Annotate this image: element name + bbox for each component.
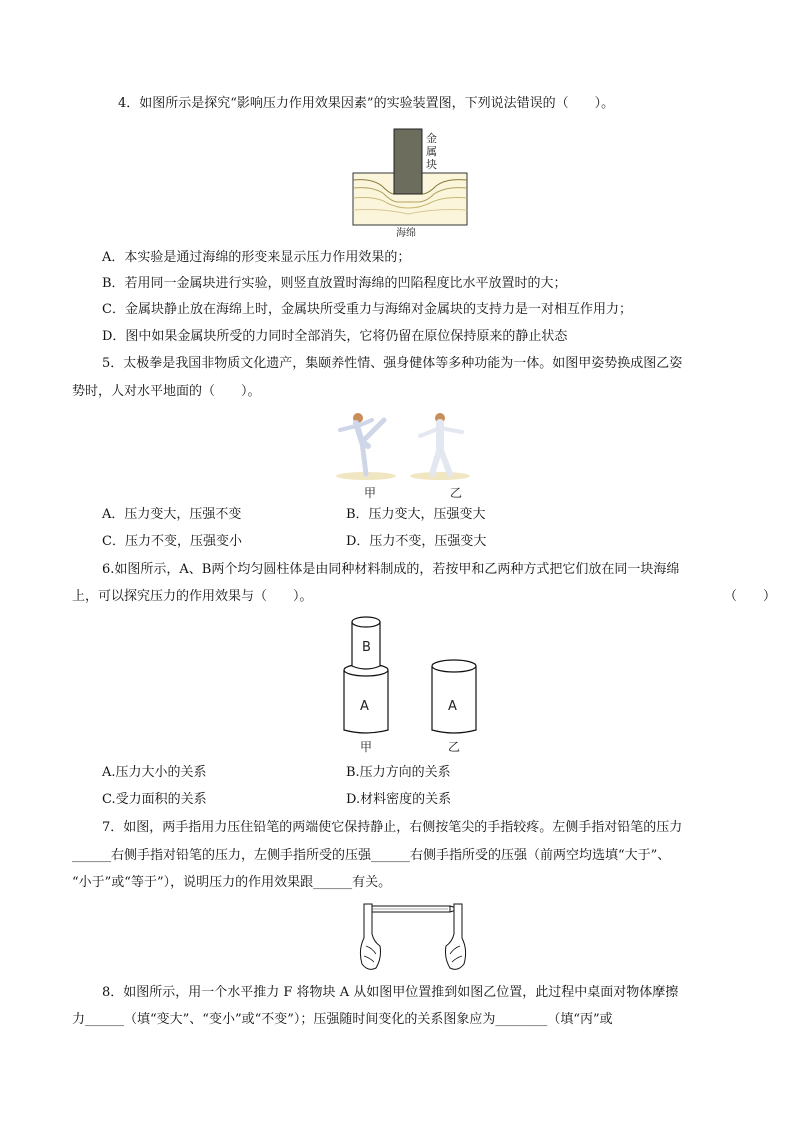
q4-option-b: B．若用同一金属块进行实验，则竖直放置时海绵的凹陷程度比水平放置时的大； — [102, 276, 567, 291]
q4-stem: 4．如图所示是探究“影响压力作用效果因素”的实验装置图，下列说法错误的（ ）。 — [118, 96, 615, 111]
q5-option-c: C．压力不变，压强变小 — [102, 534, 242, 549]
q6-cylinder-a-label-yi: A — [448, 699, 457, 714]
q6-option-a: A.压力大小的关系 — [102, 765, 207, 780]
q7-figure — [352, 898, 472, 974]
q5-label-jia: 甲 — [364, 486, 377, 500]
q7-line2: ______右侧手指对铅笔的压力，左侧手指所受的压强______右侧手指所受的压强（前两空均选填“大于”、 — [72, 848, 671, 863]
q6-answer-bracket: （ ） — [724, 589, 777, 604]
q4-figure — [352, 128, 472, 239]
q5-stem-line2: 势时，人对水平地面的（ ）。 — [72, 384, 261, 399]
q4-block-label: 金属块 — [426, 132, 437, 171]
q7-line3: “小于”或“等于”），说明压力的作用效果跟______有关。 — [72, 875, 392, 890]
q6-stem-line1: 6.如图所示，A、B两个均匀圆柱体是由同种材料制成的，若按甲和乙两种方式把它们放在同一块海绵 — [102, 562, 680, 577]
taichi-figures-illustration — [328, 406, 478, 486]
q6-option-d: D.材料密度的关系 — [346, 792, 452, 807]
q5-option-a: A．压力变大，压强不变 — [102, 507, 242, 522]
q8-line2: 力______（填“变大”、“变小”或“不变”）；压强随时间变化的关系图象应为________（填“丙”或 — [72, 1012, 613, 1027]
q6-stem-line2: 上，可以探究压力的作用效果与（ ）。 — [72, 589, 313, 604]
q6-label-yi: 乙 — [448, 740, 461, 754]
q6-cylinder-b-label: B — [362, 640, 371, 655]
q4-option-d: D．图中如果金属块所受的力同时全部消失，它将仍留在原位保持原来的静止状态 — [102, 329, 568, 344]
q5-figure — [328, 406, 478, 502]
q6-figure — [338, 612, 488, 758]
q5-label-yi: 乙 — [450, 486, 463, 500]
sponge-block-illustration — [352, 128, 472, 236]
q6-option-b: B.压力方向的关系 — [346, 765, 451, 780]
q4-option-a: A．本实验是通过海绵的形变来显示压力作用效果的； — [102, 250, 411, 265]
q4-sponge-label: 海绵 — [396, 228, 416, 239]
q8-line1: 8．如图所示，用一个水平推力 F 将物块 A 从如图甲位置推到如图乙位置，此过程中桌面对物体摩擦 — [102, 985, 679, 1000]
q6-option-c: C.受力面积的关系 — [102, 792, 207, 807]
q7-line1: 7．如图，两手指用力压住铅笔的两端使它保持静止，右侧按笔尖的手指较疼。左侧手指对铅笔的压力 — [102, 820, 683, 835]
cylinders-illustration — [338, 612, 488, 736]
q6-cylinder-a-label-jia: A — [360, 699, 369, 714]
q5-option-d: D．压力不变，压强变大 — [346, 534, 487, 549]
pencil-fingers-illustration — [352, 898, 472, 974]
q4-option-c: C．金属块静止放在海绵上时，金属块所受重力与海绵对金属块的支持力是一对相互作用力； — [102, 302, 632, 317]
q5-option-b: B．压力变大，压强变大 — [346, 507, 486, 522]
q5-stem-line1: 5．太极拳是我国非物质文化遗产，集颐养性情、强身健体等多种功能为一体。如图甲姿势换成图乙姿 — [102, 356, 683, 371]
q6-label-jia: 甲 — [360, 740, 373, 754]
